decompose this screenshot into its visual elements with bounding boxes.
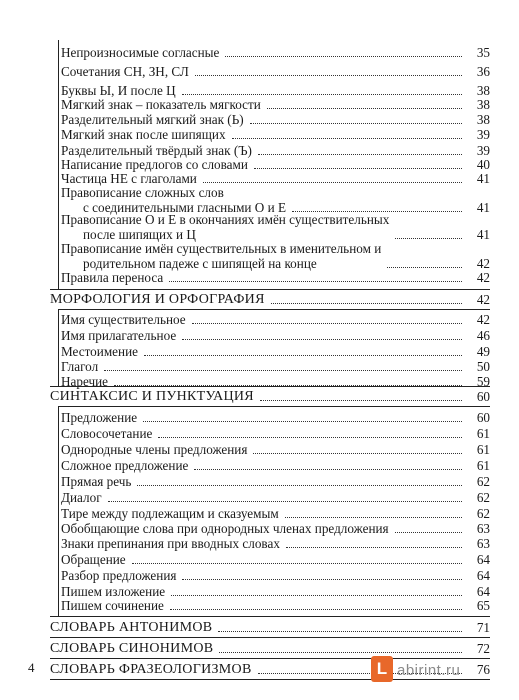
- dot-leader: [104, 370, 462, 371]
- toc-entry-title: Словосочетание: [61, 426, 153, 441]
- toc-entry: [50, 521, 490, 536]
- toc-entry-page: 38: [476, 83, 490, 98]
- toc-entry-page: 61: [476, 426, 490, 441]
- toc-entry-title: Имя прилагательное: [61, 328, 177, 343]
- toc-entry-page: 62: [476, 474, 490, 489]
- toc-section-title: СИНТАКСИС И ПУНКТУАЦИЯ: [50, 389, 254, 404]
- toc-section-page: 76: [476, 662, 490, 677]
- toc-entry-page: 64: [476, 552, 490, 567]
- dot-leader: [260, 400, 462, 401]
- dot-leader: [232, 138, 462, 139]
- dot-leader: [182, 94, 462, 95]
- toc-entry: [50, 568, 490, 583]
- table-rule: [50, 289, 490, 290]
- toc-section-page: 60: [476, 389, 490, 404]
- toc-entry-page: 40: [476, 157, 490, 172]
- toc-entry-title: Частица НЕ с глаголами: [61, 171, 197, 186]
- dot-leader: [218, 631, 462, 632]
- toc-entry-title: Прямая речь: [61, 474, 132, 489]
- toc-entry-line: после шипящих и Ц: [83, 227, 196, 242]
- dot-leader: [132, 563, 462, 564]
- toc-entry-line: Правописание сложных слов: [61, 185, 224, 200]
- toc-entry-page: 41: [476, 171, 490, 186]
- dot-leader: [285, 517, 462, 518]
- toc-entry: [50, 552, 490, 567]
- table-rule: [50, 637, 490, 638]
- toc-entry: [50, 45, 490, 60]
- toc-entry: [50, 83, 490, 98]
- toc-entry-title: Обобщающие слова при однородных членах предложения: [61, 521, 389, 536]
- toc-section-page: 71: [476, 620, 490, 635]
- toc-entry-page: 42: [476, 256, 490, 271]
- dot-leader: [182, 579, 462, 580]
- toc-entry: [50, 536, 490, 551]
- toc-entry-page: 42: [476, 270, 490, 285]
- toc-entry-page: 42: [476, 312, 490, 327]
- toc-entry-page: 41: [476, 227, 490, 242]
- table-rule: [58, 406, 59, 616]
- toc-entry-title: [50, 212, 389, 242]
- dot-leader: [387, 267, 462, 268]
- toc-entry-page: 49: [476, 344, 490, 359]
- dot-leader: [108, 501, 462, 502]
- toc-entry-page: 35: [476, 45, 490, 60]
- toc-entry: [50, 185, 490, 215]
- dot-leader: [192, 323, 462, 324]
- toc-section-title: СЛОВАРЬ СИНОНИМОВ: [50, 641, 214, 656]
- table-rule: [58, 309, 490, 310]
- toc-entry-title: Местоимение: [61, 344, 138, 359]
- labirint-logo-icon: L: [371, 656, 393, 682]
- toc-entry-title: [50, 241, 381, 271]
- toc-section-syntax: [50, 389, 490, 404]
- toc-entry-title: Разбор предложения: [61, 568, 177, 583]
- toc-entry-page: 59: [476, 374, 490, 389]
- toc-entry: [50, 584, 490, 599]
- toc-entry-title: Сочетания СН, ЗН, СЛ: [61, 64, 189, 79]
- dot-leader: [137, 485, 462, 486]
- dot-leader: [171, 595, 462, 596]
- toc-entry: [50, 474, 490, 489]
- toc-entry-title: Тире между подлежащим и сказуемым: [61, 506, 279, 521]
- dot-leader: [250, 123, 462, 124]
- toc-entry-page: 50: [476, 359, 490, 374]
- toc-entry-title: Мягкий знак – показатель мягкости: [61, 97, 261, 112]
- toc-entry: [50, 97, 490, 112]
- toc-entry-title: Глагол: [61, 359, 99, 374]
- toc-entry-page: 46: [476, 328, 490, 343]
- toc-section-morphology: [50, 292, 490, 307]
- table-rule: [50, 679, 490, 680]
- dot-leader: [219, 652, 462, 653]
- toc-entry-page: 65: [476, 598, 490, 613]
- toc-entry-title: Написание предлогов со словами: [61, 157, 248, 172]
- toc-entry: [50, 312, 490, 327]
- toc-entry: [50, 490, 490, 505]
- toc-entry: [50, 241, 490, 271]
- toc-entry: [50, 506, 490, 521]
- toc-entry: [50, 426, 490, 441]
- toc-entry: [50, 442, 490, 457]
- toc-entry-page: 41: [476, 200, 490, 215]
- toc-entry-page: 62: [476, 490, 490, 505]
- table-rule: [50, 658, 490, 659]
- toc-section-antonyms: [50, 620, 490, 635]
- toc-entry: [50, 270, 490, 285]
- dot-leader: [170, 609, 462, 610]
- toc-entry-page: 61: [476, 442, 490, 457]
- toc-entry-title: Буквы Ы, И после Ц: [61, 83, 176, 98]
- dot-leader: [258, 154, 462, 155]
- toc-entry-title: Диалог: [61, 490, 102, 505]
- toc-entry: [50, 598, 490, 613]
- toc-entry: [50, 328, 490, 343]
- dot-leader: [395, 532, 462, 533]
- toc-entry-title: Однородные члены предложения: [61, 442, 248, 457]
- toc-entry-page: 38: [476, 112, 490, 127]
- toc-entry-title: Пишем изложение: [61, 584, 166, 599]
- toc-entry-title: Правила переноса: [61, 270, 164, 285]
- toc-entry-page: 61: [476, 458, 490, 473]
- dot-leader: [194, 469, 462, 470]
- toc-section-title: МОРФОЛОГИЯ И ОРФОГРАФИЯ: [50, 292, 265, 307]
- toc-entry-page: 39: [476, 143, 490, 158]
- dot-leader: [203, 182, 462, 183]
- toc-entry-line: Правописание имён существительных в именительном и: [61, 241, 382, 256]
- toc-entry: [50, 344, 490, 359]
- toc-entry-title: Разделительный твёрдый знак (Ъ): [61, 143, 252, 158]
- toc-entry-page: 36: [476, 64, 490, 79]
- dot-leader: [158, 437, 462, 438]
- toc-entry-title: Разделительный мягкий знак (Ь): [61, 112, 244, 127]
- toc-entry: [50, 112, 490, 127]
- toc-section-page: 42: [476, 292, 490, 307]
- toc-entry-title: Наречие: [61, 374, 109, 389]
- dot-leader: [225, 56, 462, 57]
- toc-entry: [50, 171, 490, 186]
- toc-entry-page: 64: [476, 568, 490, 583]
- table-rule: [50, 616, 490, 617]
- dot-leader: [395, 238, 462, 239]
- toc-entry: [50, 359, 490, 374]
- toc-entry: [50, 64, 490, 79]
- toc-entry: [50, 127, 490, 142]
- dot-leader: [143, 421, 462, 422]
- toc-entry-title: Пишем сочинение: [61, 598, 164, 613]
- toc-entry-page: 39: [476, 127, 490, 142]
- toc-entry-title: Обращение: [61, 552, 126, 567]
- watermark-text: abirint.ru: [397, 662, 461, 679]
- dot-leader: [182, 339, 462, 340]
- table-rule: [58, 406, 490, 407]
- toc-entry-title: Сложное предложение: [61, 458, 189, 473]
- table-rule: [58, 309, 59, 386]
- table-rule: [58, 40, 59, 289]
- toc-entry-page: 63: [476, 521, 490, 536]
- page-number: 4: [28, 660, 35, 675]
- toc-entry-title: Непроизносимые согласные: [61, 45, 220, 60]
- toc-entry-page: 38: [476, 97, 490, 112]
- toc-entry-page: 60: [476, 410, 490, 425]
- toc-entry: [50, 157, 490, 172]
- toc-entry-page: 63: [476, 536, 490, 551]
- dot-leader: [169, 281, 462, 282]
- toc-entry-line: с соединительными гласными О и Е: [83, 200, 287, 215]
- toc-entry-title: Мягкий знак после шипящих: [61, 127, 226, 142]
- toc-entry-page: 64: [476, 584, 490, 599]
- toc-entry-title: Имя существительное: [61, 312, 186, 327]
- dot-leader: [195, 75, 462, 76]
- toc-entry-line: родительном падеже с шипящей на конце: [83, 256, 317, 271]
- table-rule: [50, 386, 490, 387]
- toc-entry-page: 62: [476, 506, 490, 521]
- toc-entry: [50, 212, 490, 242]
- dot-leader: [286, 547, 462, 548]
- toc-entry-title: Знаки препинания при вводных словах: [61, 536, 280, 551]
- dot-leader: [267, 108, 462, 109]
- toc-entry-title: Предложение: [61, 410, 138, 425]
- dot-leader: [254, 168, 462, 169]
- toc-entry: [50, 458, 490, 473]
- toc-entry: [50, 143, 490, 158]
- toc-entry-title: [50, 185, 286, 215]
- toc-entry: [50, 410, 490, 425]
- dot-leader: [271, 303, 462, 304]
- dot-leader: [144, 355, 462, 356]
- toc-entry-line: Правописание О и Е в окончаниях имён существительных: [61, 212, 390, 227]
- dot-leader: [253, 453, 462, 454]
- toc-section-title: СЛОВАРЬ ФРАЗЕОЛОГИЗМОВ: [50, 662, 252, 677]
- toc-section-title: СЛОВАРЬ АНТОНИМОВ: [50, 620, 213, 635]
- toc-section-page: 72: [476, 641, 490, 656]
- toc-section-synonyms: [50, 641, 490, 656]
